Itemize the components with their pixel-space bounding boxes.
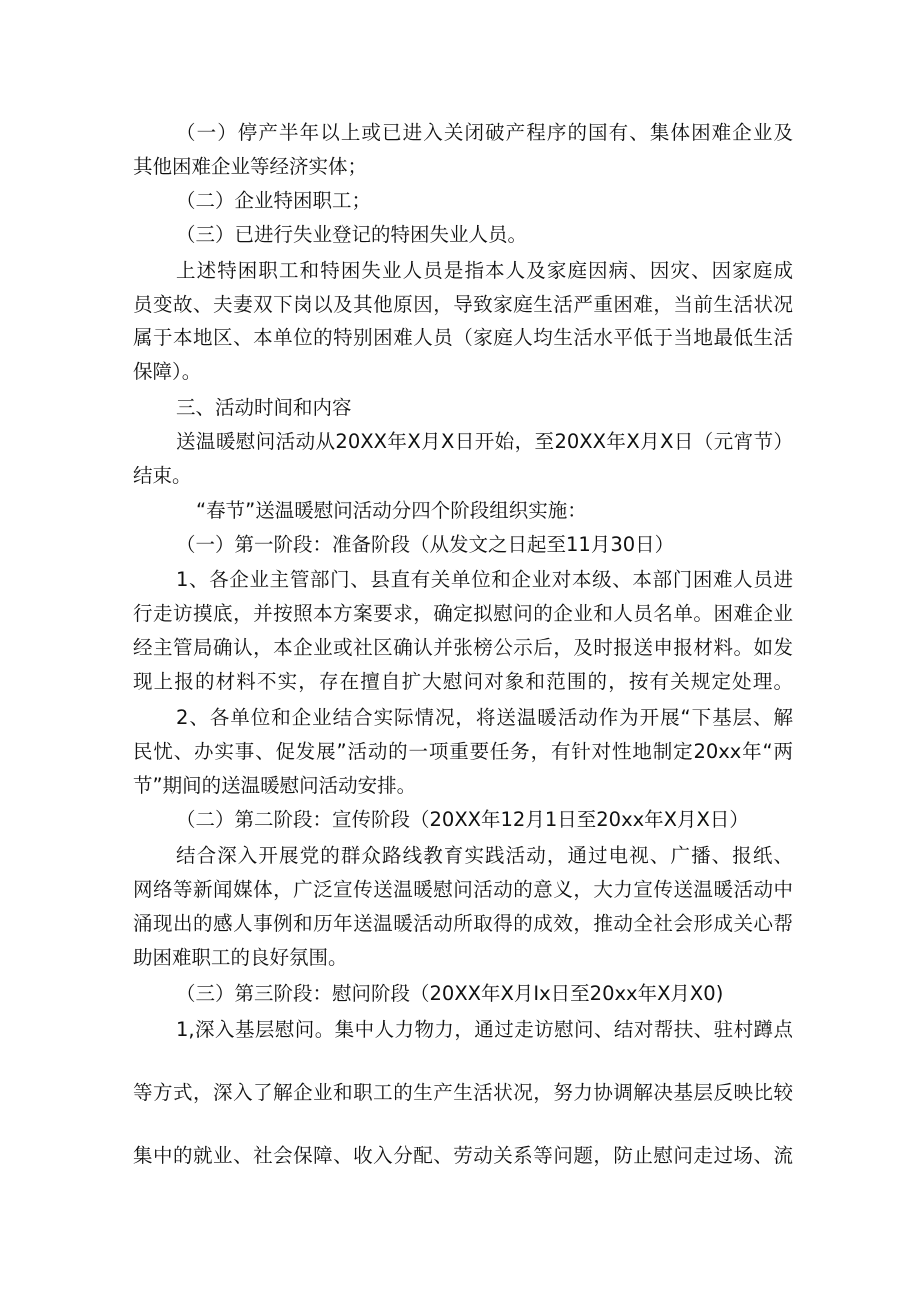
text-line: （二）企业特困职工； (176, 189, 372, 212)
text-line: 1、各企业主管部门、县直有关单位和企业对本级、本部门困难人员进 (176, 568, 793, 591)
text-line: 1,深入基层慰问。集中人力物力，通过走访慰问、结对帮扶、驻村蹲点 (176, 1018, 793, 1041)
text-line: （三）已进行失业登记的特困失业人员。 (176, 223, 528, 246)
text-line: 涌现出的感人事例和历年送温暖活动所取得的成效，推动全社会形成关心帮 (133, 912, 793, 935)
text-line: 民忧、办实事、促发展”活动的一项重要任务，有针对性地制定20xx年“两 (133, 740, 793, 763)
section-heading: 三、活动时间和内容 (176, 396, 352, 419)
text-line: 经主管局确认，本企业或社区确认并张榜公示后，及时报送申报材料。如发 (133, 636, 793, 659)
text-line: 其他困难企业等经济实体； (133, 155, 368, 178)
text-line: 结束。 (133, 464, 192, 487)
text-line: 行走访摸底，并按照本方案要求，确定拟慰问的企业和人员名单。困难企业 (133, 602, 793, 625)
text-line: 节”期间的送温暖慰问活动安排。 (133, 774, 417, 797)
text-line: 保障）。 (133, 360, 202, 383)
text-line: 网络等新闻媒体，广泛宣传送温暖慰问活动的意义，大力宣传送温暖活动中 (133, 878, 793, 901)
text-line: 上述特困职工和特困失业人员是指本人及家庭因病、因灾、因家庭成 (176, 259, 793, 282)
text-line: “春节”送温暖慰问活动分四个阶段组织实施： (196, 499, 587, 522)
text-line: 结合深入开展党的群众路线教育实践活动，通过电视、广播、报纸、 (176, 844, 793, 867)
text-line: （一）停产半年以上或已进入关闭破产程序的国有、集体困难企业及 (176, 121, 793, 144)
text-line: 集中的就业、社会保障、收入分配、劳动关系等问题，防止慰问走过场、流 (133, 1144, 793, 1167)
text-line: 助困难职工的良好氛围。 (133, 946, 348, 969)
text-line: （一）第一阶段：准备阶段（从发文之日起至11月30日） (176, 533, 675, 556)
text-line: 送温暖慰问活动从20XX年X月X日开始，至20XX年X月X日（元宵节） (176, 430, 793, 453)
text-line: 现上报的材料不实，存在擅自扩大慰问对象和范围的，按有关规定处理。 (133, 670, 793, 693)
text-line: 属于本地区、本单位的特别困难人员（家庭人均生活水平低于当地最低生活 (133, 326, 793, 349)
text-line: （二）第二阶段：宣传阶段（20XX年12月1日至20xx年X月X日） (176, 808, 749, 831)
text-line: 2、各单位和企业结合实际情况，将送温暖活动作为开展“下基层、解 (176, 706, 793, 729)
text-line: 等方式，深入了解企业和职工的生产生活状况，努力协调解决基层反映比较 (133, 1081, 793, 1104)
text-line: 员变故、夫妻双下岗以及其他原因，导致家庭生活严重困难，当前生活状况 (133, 293, 793, 316)
text-line: （三）第三阶段：慰问阶段（20XX年X月Ix日至20xx年X月X0) (176, 982, 724, 1005)
